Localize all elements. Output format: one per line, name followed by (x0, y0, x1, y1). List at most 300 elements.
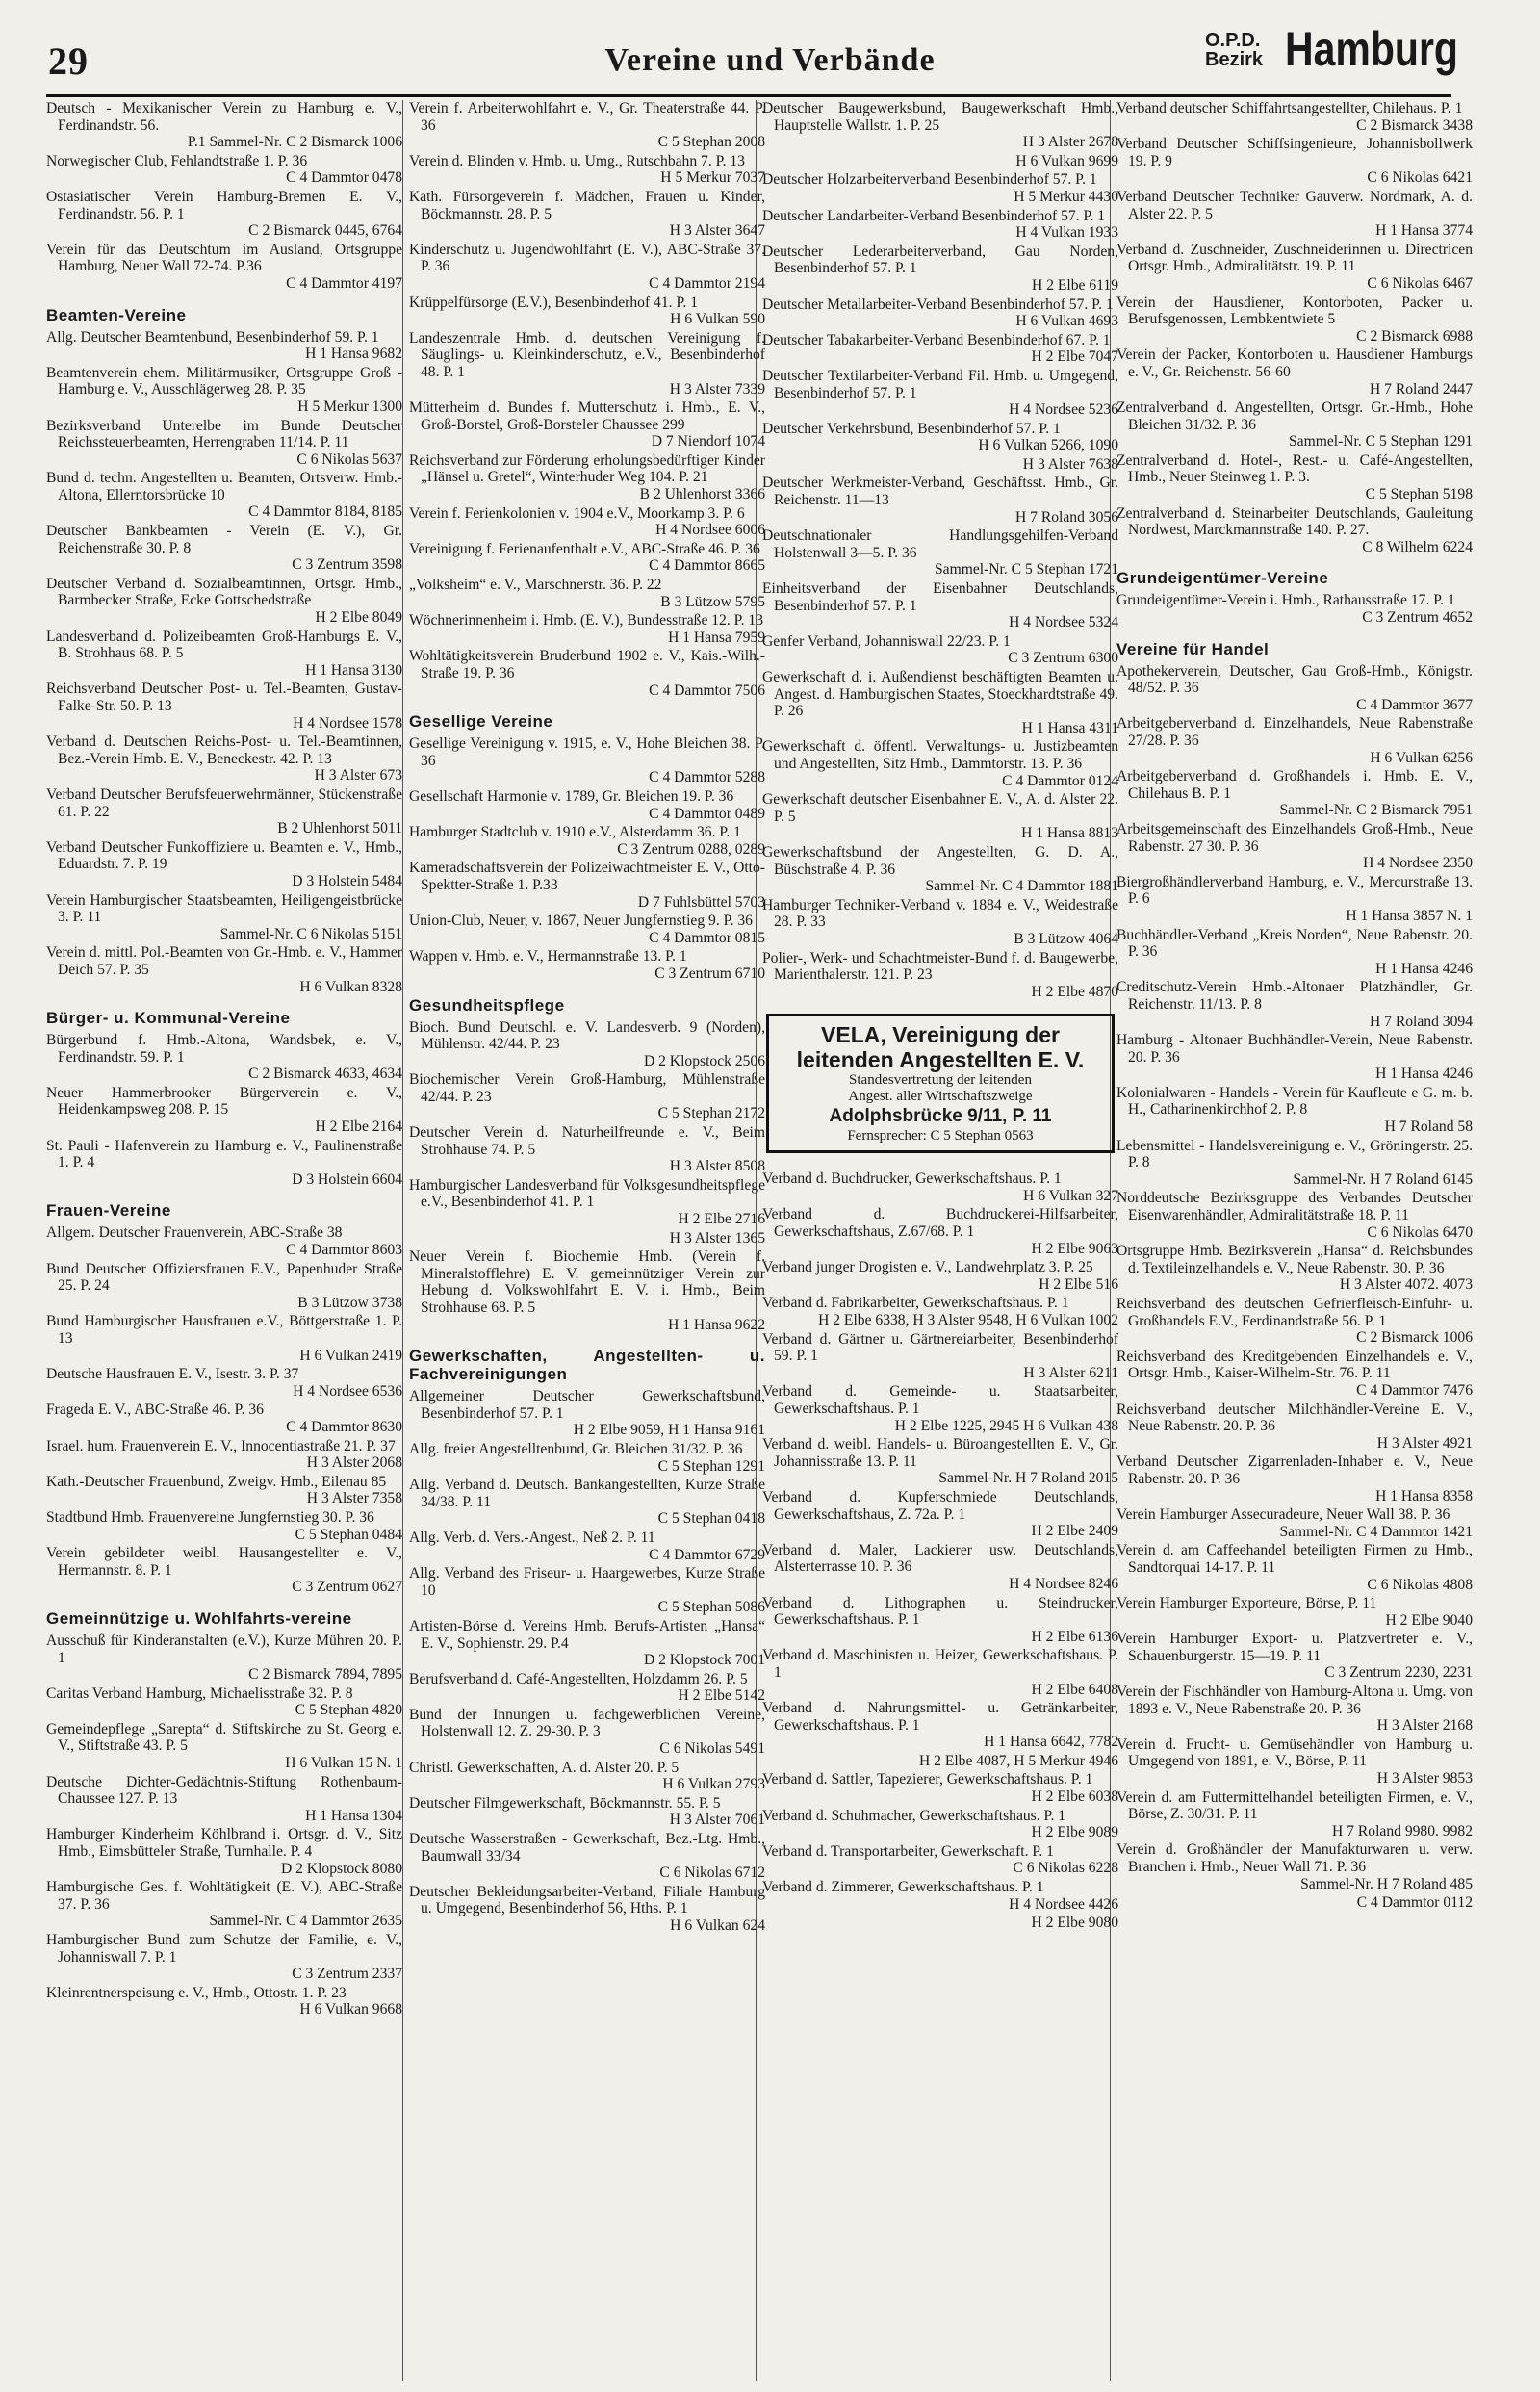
phone-number: H 2 Elbe 9040 (1385, 1611, 1473, 1629)
phone-number: H 1 Hansa 8813 (1021, 825, 1118, 842)
entry-text: Vereinigung f. Ferienaufenthalt e.V., ABC-Straße 46. P. 36 (409, 540, 760, 557)
entry-text: Verband d. Buchdrucker, Gewerkschaftshaus. P. 1 (762, 1170, 1062, 1188)
phone-number: H 2 Elbe 2164 (315, 1119, 402, 1136)
phone-number: C 6 Nikolas 5637 (296, 450, 402, 468)
list-item (762, 153, 1118, 170)
list-item (762, 1700, 1118, 1751)
list-item (409, 948, 765, 982)
advertisement-box (766, 1014, 1115, 1153)
phone-number: H 7 Roland 3094 (1370, 1013, 1473, 1030)
entry-text: Polier-, Werk- und Schachtmeister-Bund f. d. Baugewerbe, Marienthalerstr. 121. P. 23 (762, 949, 1118, 984)
list-item (409, 505, 765, 539)
phone-number: Sammel-Nr. H 7 Roland 6145 (1293, 1170, 1473, 1188)
list-item (762, 580, 1118, 631)
phone-number: H 2 Elbe 2716 (678, 1211, 765, 1228)
entry-text: Reichsverband deutscher Milchhändler-Vereine E. V., Neue Rabenstr. 20. P. 36 (1116, 1401, 1473, 1435)
list-item (1116, 1085, 1473, 1136)
entry-text: St. Pauli - Hafenverein zu Hamburg e. V., Paulinenstraße 1. P. 4 (46, 1137, 402, 1171)
entry-text: Gemeindepflege „Sarepta“ d. Stiftskirche zu St. Georg e. V., Stiftstraße 43. P. 5 (46, 1720, 402, 1755)
phone-number: B 3 Lützow 5795 (660, 593, 765, 610)
entry-text: Ausschuß für Kinderanstalten (e.V.), Kurze Mühren 20. P. 1 (46, 1632, 402, 1666)
entry-text: Verband d. Gemeinde- u. Staatsarbeiter, Gewerkschaftshaus. P. 1 (762, 1383, 1118, 1417)
list-item (762, 475, 1118, 526)
list-item (762, 1753, 1118, 1770)
entry-text: Kameradschaftsverein der Polizeiwachtmeister E. V., Otto-Spektter-Straße 1. P.33 (409, 860, 765, 893)
list-item (1116, 100, 1473, 134)
entry-text: Deutscher Landarbeiter-Verband Besenbinderhof 57. P. 1 (762, 207, 1106, 224)
list-item (1116, 1138, 1473, 1189)
list-item (1116, 1684, 1473, 1735)
list-item (762, 1542, 1118, 1593)
phone-number: B 3 Lützow 3738 (297, 1294, 402, 1311)
list-item (762, 1647, 1118, 1698)
entry-list (1116, 592, 1473, 626)
list-item (1116, 768, 1473, 819)
phone-number: H 7 Roland 9980. 9982 (1332, 1822, 1473, 1839)
list-item (1116, 1243, 1473, 1294)
entry-text: Verein f. Arbeiterwohlfahrt e. V., Gr. Theaterstraße 44. P. 36 (409, 100, 765, 134)
column-1 (46, 100, 402, 2386)
phone-number: H 1 Hansa 7959 (668, 629, 765, 646)
phone-number: C 4 Dammtor 8665 (649, 557, 765, 575)
phone-number: H 3 Alster 2678 (1022, 134, 1118, 151)
phone-number: H 3 Alster 8508 (669, 1158, 765, 1175)
list-item (46, 1474, 402, 1507)
section-heading: Frauen-Vereine (46, 1201, 171, 1221)
entry-text: Deutscher Filmgewerkschaft, Böckmannstr. 55. P. 5 (409, 1794, 721, 1812)
entry-text: Arbeitsgemeinschaft des Einzelhandels Groß-Hmb., Neue Rabenstr. 27 30. P. 36 (1116, 820, 1473, 855)
entry-text: Verein Hamburger Assecuradeure, Neuer Wall 38. P. 36 (1116, 1506, 1450, 1524)
phone-number: C 6 Nikolas 6470 (1367, 1223, 1473, 1241)
phone-number: H 2 Elbe 5142 (678, 1687, 765, 1705)
entry-text: Allg. Verb. d. Vers.-Angest., Neß 2. P. 11 (409, 1529, 655, 1546)
entry-text: Verein der Fischhändler von Hamburg-Altona u. Umg. von 1893 e. V., Neue Rabenstraße 20. P. 36 (1116, 1684, 1473, 1717)
list-item (409, 452, 765, 503)
entry-list (409, 735, 765, 982)
entry-text: Verein Hamburger Exporteure, Börse, P. 11 (1116, 1595, 1377, 1612)
list-item (46, 839, 402, 890)
phone-number: H 4 Nordsee 2350 (1363, 855, 1473, 872)
phone-number: D 7 Fuhlsbüttel 5703 (637, 893, 765, 911)
entry-text: Gewerkschaft d. i. Außendienst beschäftigten Beamten u. Angest. d. Hamburgischen Staates, Stoeckhardtstraße 49. P. 26 (762, 669, 1118, 720)
opd-label: O.P.D. (1205, 30, 1261, 51)
list-item (409, 1707, 765, 1758)
list-item (1116, 1349, 1473, 1400)
entry-text: Wöchnerinnenheim i. Hmb. (E. V.), Bundesstraße 12. P. 13 (409, 612, 763, 630)
entry-list (46, 1224, 402, 1595)
entry-text: Krüppelfürsorge (E.V.), Besenbinderhof 41. P. 1 (409, 294, 698, 311)
phone-number: H 4 Nordsee 8246 (1009, 1575, 1118, 1592)
phone-number: C 4 Dammtor 4197 (286, 274, 402, 292)
list-item (1116, 1595, 1473, 1629)
entry-text: Reichsverband des Kreditgebenden Einzelhandels e. V., Ortsgr. Hmb., Kaiser-Wilhelm-Str. 76. P. 11 (1116, 1348, 1473, 1382)
phone-number: H 2 Elbe 6408 (1031, 1681, 1118, 1698)
column-3 (762, 100, 1118, 2386)
entry-text: Deutscher Verkehrsbund, Besenbinderhof 57. P. 1 (762, 420, 1061, 437)
phone-number: H 3 Alster 7358 (306, 1490, 402, 1507)
phone-number: C 5 Stephan 2172 (657, 1105, 765, 1122)
list-item (409, 189, 765, 240)
phone-number: B 2 Uhlenhorst 5011 (277, 820, 402, 837)
phone-number: H 1 Hansa 4246 (1375, 960, 1473, 977)
entry-list (46, 329, 402, 996)
list-item (762, 1206, 1118, 1257)
phone-number: H 4 Nordsee 6536 (293, 1382, 402, 1400)
list-item (1116, 399, 1473, 450)
phone-number: C 4 Dammtor 6729 (649, 1546, 765, 1563)
phone-number: H 2 Elbe 9089 (1031, 1824, 1118, 1841)
entry-text: Bund d. techn. Angestellten u. Beamten, Ortsverw. Hmb.-Altona, Ellerntorsbrücke 10 (46, 470, 402, 503)
list-item (46, 786, 402, 837)
phone-number: H 3 Alster 2168 (1376, 1717, 1473, 1735)
city-name: Hamburg (1285, 22, 1458, 76)
column-2 (409, 100, 765, 2386)
entry-text: Stadtbund Hmb. Frauenvereine Jungfernstieg 30. P. 36 (46, 1508, 374, 1526)
entry-text: Verein d. am Caffeehandel beteiligten Firmen zu Hmb., Sandtorquai 14-17. P. 11 (1116, 1542, 1473, 1576)
entry-text: Wohltätigkeitsverein Bruderbund 1902 e. V., Kais.-Wilh.-Straße 19. P. 36 (409, 648, 765, 682)
list-item (409, 1618, 765, 1669)
list-item (1116, 1453, 1473, 1505)
list-item (46, 1545, 402, 1596)
phone-number: H 7 Roland 2447 (1370, 380, 1473, 398)
phone-number: C 4 Dammtor 0815 (649, 929, 765, 946)
entry-text: Union-Club, Neuer, v. 1867, Neuer Jungfernstieg 9. P. 36 (409, 913, 753, 930)
list-item (762, 208, 1118, 242)
entry-text: Landeszentrale Hmb. d. deutschen Vereinigung f. Säuglings- u. Kleinkinderschutz, e.V., Besenbinderhof 48. P. 1 (409, 329, 765, 380)
phone-number: C 3 Zentrum 4652 (1362, 609, 1473, 627)
entry-text: Allg. Verband des Friseur- u. Haargewerbes, Kurze Straße 10 (409, 1565, 765, 1599)
list-item (46, 892, 402, 943)
entry-text: Allg. Verband d. Deutsch. Bankangestellten, Kurze Straße 34/38. P. 11 (409, 1477, 765, 1510)
list-item (409, 1477, 765, 1528)
entry-text: Deutscher Holzarbeiterverband Besenbinderhof 57. P. 1 (762, 171, 1097, 189)
list-item (409, 1388, 765, 1439)
phone-number: C 6 Nikolas 6228 (1013, 1860, 1118, 1877)
list-item (409, 242, 765, 293)
section-heading: Vereine für Handel (1116, 639, 1270, 658)
list-item (762, 244, 1118, 295)
entry-list (1116, 100, 1473, 555)
list-item (762, 1489, 1118, 1540)
list-item (409, 788, 765, 822)
phone-number: H 1 Hansa 6642, 7782 (984, 1734, 1118, 1751)
entry-text: Creditschutz-Verein Hmb.-Altonaer Platzhändler, Gr. Reichenstr. 11/13. P. 8 (1116, 979, 1473, 1013)
entry-text: Allg. Deutscher Beamtenbund, Besenbinderhof 59. P. 1 (46, 328, 379, 346)
list-item (46, 1402, 402, 1435)
entry-text: Hamburger Techniker-Verband v. 1884 e. V., Weidestraße 28. P. 33 (762, 896, 1118, 931)
phone-number: C 2 Bismarck 3438 (1356, 116, 1473, 134)
page-title: Vereine und Verbände (604, 42, 936, 78)
entry-text: Verband d. weibl. Handels- u. Büroangestellten E. V., Gr. Johannisstraße 13. P. 11 (762, 1436, 1118, 1470)
page-number: 29 (48, 39, 89, 83)
entry-text: Biergroßhändlerverband Hamburg, e. V., Mercurstraße 13. P. 6 (1116, 873, 1473, 908)
list-item (1116, 1506, 1473, 1540)
list-item (1116, 1402, 1473, 1453)
phone-number: H 3 Alster 2068 (306, 1454, 402, 1472)
phone-number: H 2 Elbe 9063 (1031, 1240, 1118, 1257)
list-item (409, 824, 765, 858)
phone-number: H 4 Nordsee 5324 (1009, 614, 1118, 631)
list-item (46, 1985, 402, 2019)
entry-text: Bürgerbund f. Hmb.-Altona, Wandsbek, e. V., Ferdinandstr. 59. P. 1 (46, 1032, 402, 1066)
section-heading: Gemeinnützige u. Wohlfahrts-vereine (46, 1608, 352, 1628)
entry-text: Kath. Fürsorgeverein f. Mädchen, Frauen u. Kinder, Böckmannstr. 28. P. 5 (409, 188, 765, 222)
entry-text: Deutsche Hausfrauen E. V., Isestr. 3. P. 37 (46, 1366, 299, 1383)
phone-number: H 2 Elbe 1225, 2945 H 6 Vulkan 438 (894, 1417, 1118, 1434)
entry-text: Artisten-Börse d. Vereins Hmb. Berufs-Artisten „Hansa“ E. V., Sophienstr. 29. P.4 (409, 1617, 765, 1652)
entry-text: Verband junger Drogisten e. V., Landwehrplatz 3. P. 25 (762, 1259, 1093, 1276)
phone-number: H 7 Roland 58 (1384, 1119, 1473, 1136)
entry-list (409, 100, 765, 699)
page-header (0, 0, 1540, 106)
phone-number: H 2 Elbe 9059, H 1 Hansa 9161 (573, 1422, 765, 1439)
list-item (46, 629, 402, 680)
entry-text: Hamburger Stadtclub v. 1910 e.V., Alsterdamm 36. P. 1 (409, 824, 741, 841)
list-item (409, 1019, 765, 1070)
entry-list (762, 1170, 1118, 1932)
list-item (409, 1884, 765, 1935)
list-item (46, 329, 402, 363)
entry-text: Reichsverband des deutschen Gefrierfleisch-Einfuhr- u. Großhandels E.V., Ferdinandstraße 56. P. 1 (1116, 1296, 1473, 1329)
entry-text: Verband d. Zimmerer, Gewerkschaftshaus. P. 1 (762, 1879, 1044, 1896)
list-item (409, 913, 765, 946)
entry-text: Biochemischer Verein Groß-Hamburg, Mühlenstraße 42/44. P. 23 (409, 1071, 765, 1105)
phone-number: C 3 Zentrum 2230, 2231 (1324, 1664, 1473, 1682)
list-item (762, 1879, 1118, 1913)
entry-text: Deutscher Tabakarbeiter-Verband Besenbinderhof 67. P. 1 (762, 331, 1111, 348)
phone-number: H 1 Hansa 9682 (305, 346, 402, 363)
entry-list (1116, 663, 1473, 1912)
phone-number: C 2 Bismarck 4633, 4634 (248, 1066, 402, 1083)
list-item (46, 523, 402, 574)
phone-number: H 1 Hansa 3130 (305, 661, 402, 679)
list-item (1116, 927, 1473, 978)
phone-number: H 6 Vulkan 624 (670, 1917, 765, 1934)
entry-list (409, 1019, 765, 1334)
phone-number: C 6 Nikolas 6467 (1367, 274, 1473, 292)
list-item (46, 576, 402, 627)
entry-text: Verband Deutscher Techniker Gauverw. Nordmark, A. d. Alster 22. P. 5 (1116, 188, 1473, 222)
section-heading: Gesundheitspflege (409, 995, 565, 1015)
phone-number: P.1 Sammel-Nr. C 2 Bismarck 1006 (187, 134, 402, 151)
phone-number: H 5 Merkur 1300 (297, 398, 402, 415)
phone-number: Sammel-Nr. H 7 Roland 485 (1300, 1875, 1473, 1892)
phone-number: H 2 Elbe 7047 (1031, 348, 1118, 366)
phone-number: C 5 Stephan 1291 (657, 1457, 765, 1475)
list-item (1116, 1190, 1473, 1241)
phone-number: D 3 Holstein 5484 (292, 872, 402, 889)
phone-number: D 2 Klopstock 2506 (643, 1052, 765, 1069)
entry-list (46, 1633, 402, 2019)
entry-text: Verein Hamburgischer Staatsbeamten, Heiligengeistbrücke 3. P. 11 (46, 891, 402, 926)
phone-number: H 1 Hansa 4311 (1021, 719, 1118, 736)
entry-text: Reichsverband zur Förderung erholungsbedürftiger Kinder „Hänsel u. Gretel“, Winterhuder Weg 104. P. 21 (409, 451, 765, 486)
phone-number: C 6 Nikolas 5491 (659, 1740, 765, 1758)
phone-number: H 6 Vulkan 5266, 1090 (978, 437, 1118, 454)
list-item (762, 421, 1118, 454)
phone-number: H 2 Elbe 2409 (1031, 1523, 1118, 1540)
list-item (46, 153, 402, 187)
ad-text: Angest. aller Wirtschaftszweige (848, 1089, 1033, 1105)
phone-number: H 6 Vulkan 2419 (299, 1347, 402, 1364)
list-item (762, 897, 1118, 948)
list-item (1116, 663, 1473, 714)
ad-title: VELA, Vereinigung der (821, 1022, 1060, 1048)
entry-list (46, 1032, 402, 1188)
list-item (762, 1843, 1118, 1877)
phone-number: H 3 Alster 7339 (669, 380, 765, 398)
list-item (409, 1565, 765, 1616)
list-item (409, 295, 765, 328)
phone-number: H 2 Elbe 6119 (1032, 276, 1118, 294)
list-item (409, 735, 765, 786)
phone-number: C 4 Dammtor 7506 (649, 682, 765, 699)
phone-number: C 4 Dammtor 8603 (286, 1242, 402, 1259)
phone-number: H 1 Hansa 3857 N. 1 (1346, 907, 1473, 924)
entry-text: Deutscher Verband d. Sozialbeamtinnen, Ortsgr. Hmb., Barmbecker Straße, Ecke Gottschedstraße (46, 575, 402, 609)
header-rule (46, 94, 1451, 97)
list-item (762, 1915, 1118, 1932)
entry-text: Kath.-Deutscher Frauenbund, Zweigv. Hmb., Eilenau 85 (46, 1473, 387, 1490)
entry-text: „Volksheim“ e. V., Marschnerstr. 36. P. 22 (409, 577, 662, 594)
list-item (1116, 1736, 1473, 1788)
phone-number: H 1 Hansa 8358 (1375, 1487, 1473, 1505)
phone-number: Sammel-Nr. C 4 Dammtor 1881 (925, 878, 1118, 895)
phone-number: H 6 Vulkan 9668 (299, 2001, 402, 2019)
entry-text: Grundeigentümer-Verein i. Hmb., Rathausstraße 17. P. 1 (1116, 592, 1455, 609)
list-item (762, 844, 1118, 895)
entry-text: Hamburg - Altonaer Buchhändler-Verein, Neue Rabenstr. 20. P. 36 (1116, 1032, 1473, 1066)
phone-number: H 6 Vulkan 327 (1023, 1187, 1118, 1204)
entry-text: Deutscher Lederarbeiterverband, Gau Norden, Besenbinderhof 57. P. 1 (762, 243, 1118, 277)
phone-number: D 7 Niendorf 1074 (651, 433, 765, 450)
entry-text: Genfer Verband, Johanniswall 22/23. P. 1 (762, 632, 1011, 650)
entry-text: Verband d. Nahrungsmittel- u. Getränkarbeiter, Gewerkschaftshaus. P. 1 (762, 1700, 1118, 1734)
list-item (46, 1685, 402, 1719)
entry-text: Deutscher Metallarbeiter-Verband Besenbinderhof 57. P. 1 (762, 296, 1114, 313)
entry-text: Verein für das Deutschtum im Ausland, Ortsgruppe Hamburg, Neuer Wall 72-74. P.36 (46, 241, 402, 275)
entry-text: Verband d. Sattler, Tapezierer, Gewerkschaftshaus. P. 1 (762, 1771, 1093, 1788)
phone-number: C 5 Stephan 0418 (657, 1510, 765, 1528)
entry-text: Verein der Packer, Kontorboten u. Hausdiener Hamburgs e. V., Gr. Reichenstr. 56-60 (1116, 347, 1473, 380)
ad-text: Standesvertretung der leitenden (849, 1072, 1032, 1089)
section-heading: Grundeigentümer-Vereine (1116, 569, 1329, 588)
list-item (409, 1530, 765, 1563)
entry-text: Gesellige Vereinigung v. 1915, e. V., Hohe Bleichen 38. P. 36 (409, 735, 765, 769)
phone-number: C 3 Zentrum 2337 (292, 1966, 402, 1983)
phone-number: C 4 Dammtor 8184, 8185 (248, 503, 402, 521)
phone-number: C 4 Dammtor 7476 (1356, 1381, 1473, 1399)
section-heading: Bürger- u. Kommunal-Vereine (46, 1009, 291, 1028)
list-item (46, 1879, 402, 1930)
phone-number: C 5 Stephan 0484 (295, 1526, 402, 1543)
entry-text: Gewerkschaft deutscher Eisenbahner E. V., A. d. Alster 22. P. 5 (762, 791, 1118, 825)
phone-number: C 5 Stephan 5198 (1365, 486, 1473, 503)
section-heading: Gewerkschaften, Angestellten- u. Fachvereinigungen (409, 1347, 765, 1384)
list-item (1116, 1296, 1473, 1347)
entry-text: Verband d. Buchdruckerei-Hilfsarbeiter, Gewerkschaftshaus, Z.67/68. P. 1 (762, 1206, 1118, 1241)
entry-text: Norwegischer Club, Fehlandtstraße 1. P. 36 (46, 152, 308, 169)
entry-text: Verein d. Blinden v. Hmb. u. Umg., Rutschbahn 7. P. 13 (409, 152, 745, 169)
list-item (409, 1760, 765, 1793)
phone-number: Sammel-Nr. C 5 Stephan 1721 (934, 561, 1118, 579)
entry-text: Landesverband d. Polizeibeamten Groß-Hamburgs E. V., B. Strohhaus 68. P. 5 (46, 628, 402, 662)
entry-list (409, 1388, 765, 1934)
phone-number: H 6 Vulkan 15 N. 1 (285, 1755, 402, 1772)
phone-number: H 4 Vulkan 1933 (1015, 224, 1118, 242)
phone-number: H 6 Vulkan 590 (670, 311, 765, 328)
entry-text: Verein Hamburger Export- u. Platzvertreter e. V., Schauenburgerstr. 15—19. P. 11 (1116, 1631, 1473, 1664)
list-item (409, 648, 765, 699)
entry-text: Verband Deutscher Schiffsingenieure, Johannisbollwerk 19. P. 9 (1116, 136, 1473, 169)
phone-number: H 6 Vulkan 4693 (1015, 313, 1118, 330)
phone-number: H 2 Elbe 6038 (1031, 1788, 1118, 1806)
list-item (1116, 1542, 1473, 1593)
ad-phone: Fernsprecher: C 5 Stephan 0563 (847, 1128, 1034, 1145)
entry-text: Deutscher Bankbeamten - Verein (E. V.), Gr. Reichenstraße 30. P. 8 (46, 523, 402, 556)
entry-text: Allgem. Deutscher Frauenverein, ABC-Straße 38 (46, 1224, 343, 1242)
phone-number: H 2 Elbe 8049 (315, 609, 402, 627)
entry-text: Verband d. Kupferschmiede Deutschlands, Gewerkschaftshaus, Z. 72a. P. 1 (762, 1488, 1118, 1523)
phone-number: C 5 Stephan 5086 (657, 1599, 765, 1616)
list-item (762, 1808, 1118, 1841)
entry-text: Deutsche Wasserstraßen - Gewerkschaft, Bez.-Ltg. Hmb., Baumwall 33/34 (409, 1831, 765, 1865)
entry-text: Wappen v. Hmb. e. V., Hermannstraße 13. P. 1 (409, 948, 687, 965)
list-item (46, 418, 402, 469)
list-item (1116, 821, 1473, 872)
list-item (46, 681, 402, 732)
section-heading: Gesellige Vereine (409, 712, 553, 732)
list-item (762, 332, 1118, 366)
entry-text: Ortsgruppe Hmb. Bezirksverein „Hansa“ d. Reichsbundes d. Textileinzelhandels e. V., Neue Rabenstr. 30. P. 36 (1116, 1243, 1473, 1276)
entry-text: Verband d. Maschinisten u. Heizer, Gewerkschaftshaus. P. 1 (762, 1647, 1118, 1681)
entry-text: Lebensmittel - Handelsvereinigung e. V., Gröningerstr. 25. P. 8 (1116, 1137, 1473, 1171)
phone-number: H 3 Alster 3647 (669, 222, 765, 240)
entry-text: Verband Deutscher Berufsfeuerwehrmänner, Stückenstraße 61. P. 22 (46, 785, 402, 820)
list-item (762, 1331, 1118, 1382)
phone-number: H 2 Elbe 6338, H 3 Alster 9548, H 6 Vulkan 1002 (818, 1312, 1118, 1329)
entry-text: Arbeitgeberverband d. Einzelhandels, Neue Rabenstraße 27/28. P. 36 (1116, 715, 1473, 749)
phone-number: H 2 Elbe 6136 (1031, 1628, 1118, 1645)
list-item (46, 1032, 402, 1083)
list-item (46, 242, 402, 293)
list-item (1116, 1789, 1473, 1840)
entry-text: Bezirksverband Unterelbe im Bunde Deutscher Reichssteuerbeamten, Herrengraben 11/14. P. 11 (46, 417, 402, 451)
entry-text: Verein d. Frucht- u. Gemüsehändler von Hamburg u. Umgegend von 1891, e. V., Börse, P. 11 (1116, 1736, 1473, 1770)
phone-number: C 5 Stephan 4820 (295, 1702, 402, 1719)
phone-number: H 7 Roland 3056 (1015, 508, 1118, 526)
phone-number: H 2 Elbe 516 (1039, 1275, 1118, 1293)
entry-text: Gesellschaft Harmonie v. 1789, Gr. Bleichen 19. P. 36 (409, 787, 734, 805)
list-item (46, 1313, 402, 1364)
entry-text: Verband d. Fabrikarbeiter, Gewerkschaftshaus. P. 1 (762, 1295, 1069, 1312)
column-divider (402, 100, 403, 2381)
entry-text: Christl. Gewerkschaften, A. d. Alster 20. P. 5 (409, 1759, 680, 1776)
entry-text: Verein f. Ferienkolonien v. 1904 e.V., Moorkamp 3. P. 6 (409, 504, 745, 522)
list-item (1116, 1631, 1473, 1682)
entry-text: Neuer Verein f. Biochemie Hmb. (Verein f. Mineralstofflehre) E. V. gemeinnütziger Verein zur Hebung d. Volkswohlfahrt E. V. i. Hmb., Beim Strohhause 68. P. 5 (409, 1248, 765, 1316)
list-item (46, 1085, 402, 1136)
phone-number: Sammel-Nr. C 2 Bismarck 7951 (1279, 802, 1473, 819)
column-4 (1116, 100, 1473, 2386)
phone-number: H 4 Nordsee 6006 (655, 522, 765, 539)
entry-text: Kinderschutz u. Jugendwohlfahrt (E. V.), ABC-Straße 37. P. 36 (409, 241, 765, 275)
phone-number: D 3 Holstein 6604 (292, 1170, 402, 1188)
list-item (1116, 136, 1473, 187)
list-item (46, 1509, 402, 1543)
list-item (46, 1138, 402, 1189)
phone-number: C 2 Bismarck 7894, 7895 (248, 1666, 402, 1684)
